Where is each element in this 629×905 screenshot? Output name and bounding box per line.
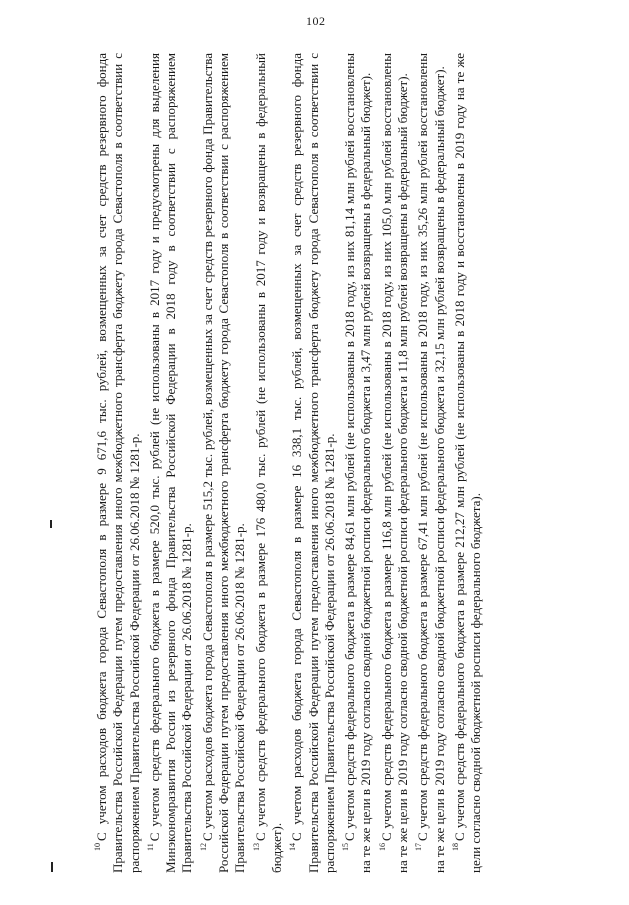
footnote-text: С учетом расходов бюджета города Севастополя в размере 9 671,6 тыс. рублей, возмещенных за счет средств резервного фонда Правительства Российской Федерации путем предоставления иного межбюджетного трансферта бюджету города Севастополя в соответствии с распоряжением Правительства Российской Федерации от 26.06.2018 № 1281-р. <box>94 53 142 873</box>
footnote-number: 14 <box>288 843 298 851</box>
page-number: 102 <box>306 14 326 28</box>
footnote-text: С учетом средств федерального бюджета в размере 84,61 млн рублей (не использованы в 2018 году, из них 81,14 млн рублей восстановлены на те же цели в 2019 году согласно сводной бюджетной росписи федерального бюджета и 3,47 млн рублей возвращены в федеральный бюджет). <box>342 53 374 873</box>
footnote-number: 15 <box>341 843 351 851</box>
footnote-number: 11 <box>145 843 155 851</box>
footnote-text: С учетом расходов бюджета города Севастополя в размере 515,2 тыс. рублей, возмещенных за счет средств резервного фонда Правительства Российской Федерации путем предоставления иного межбюджетного трансферта бюджету города Севастополя в соответствии с распоряжением Правительства Российской Федерации от 26.06.2018 № 1281-р. <box>199 53 248 873</box>
footnote-11 <box>143 49 196 877</box>
footnote-16 <box>375 49 412 877</box>
footnote-10 <box>90 49 143 877</box>
footnotes-block <box>90 49 602 877</box>
footnote-number: 18 <box>450 843 460 851</box>
footnote-text: С учетом средств федерального бюджета в размере 116,8 млн рублей (не использованы в 2018 году, из них 105,0 млн рублей восстановлены на те же цели в 2019 году согласно сводной бюджетной росписи федерального бюджета и 11,8 млн рублей возвращены в федеральный бюджет). <box>378 53 411 873</box>
footnote-12 <box>196 49 249 877</box>
footnote-number: 16 <box>377 843 387 851</box>
footnote-text: С учетом средств федерального бюджета в размере 520,0 тыс. рублей (не использованы в 2017 году и предусмотрены для выделения Минэкономразвития России из резервного фонда Правительства Российской Федерации в 2018 году в соответствии с распоряжением Правительства Российской Федерации от 26.06.2018 № 1281-р. <box>146 53 195 873</box>
scan-mark <box>51 862 53 872</box>
footnote-18 <box>448 49 485 877</box>
footnote-text: С учетом средств федерального бюджета в размере 212,27 млн рублей (не использованы в 2018 году и восстановлены в 2019 году на те же цели согласно сводной бюджетной росписи федерального бюджета). <box>451 53 484 873</box>
footnote-13 <box>249 49 286 877</box>
footnote-17 <box>411 49 448 877</box>
footnote-number: 17 <box>414 843 424 851</box>
footnote-number: 13 <box>251 843 261 851</box>
footnote-text: С учетом расходов бюджета города Севастополя в размере 16 338,1 тыс. рублей, возмещенных за счет средств резервного фонда Правительства Российской Федерации путем предоставления иного межбюджетного трансферта бюджету города Севастополя в соответствии с распоряжением Правительства Российской Федерации от 26.06.2018 № 1281-р. <box>289 53 337 873</box>
footnote-text: С учетом средств федерального бюджета в размере 176 480,0 тыс. рублей (не использованы в 2017 году и возвращены в федеральный бюджет). <box>252 53 284 873</box>
footnote-15 <box>338 49 375 877</box>
scan-mark <box>50 520 52 528</box>
footnote-number: 12 <box>198 843 208 851</box>
footnote-14 <box>285 49 338 877</box>
footnote-number: 10 <box>93 843 102 851</box>
footnote-text: С учетом средств федерального бюджета в размере 67,41 млн рублей (не использованы в 2018 году, из них 35,26 млн рублей восстановлены на те же цели в 2019 году согласно сводной бюджетной росписи федерального бюджета и 32,15 млн рублей возвращены в федеральный бюджет). <box>415 53 447 873</box>
